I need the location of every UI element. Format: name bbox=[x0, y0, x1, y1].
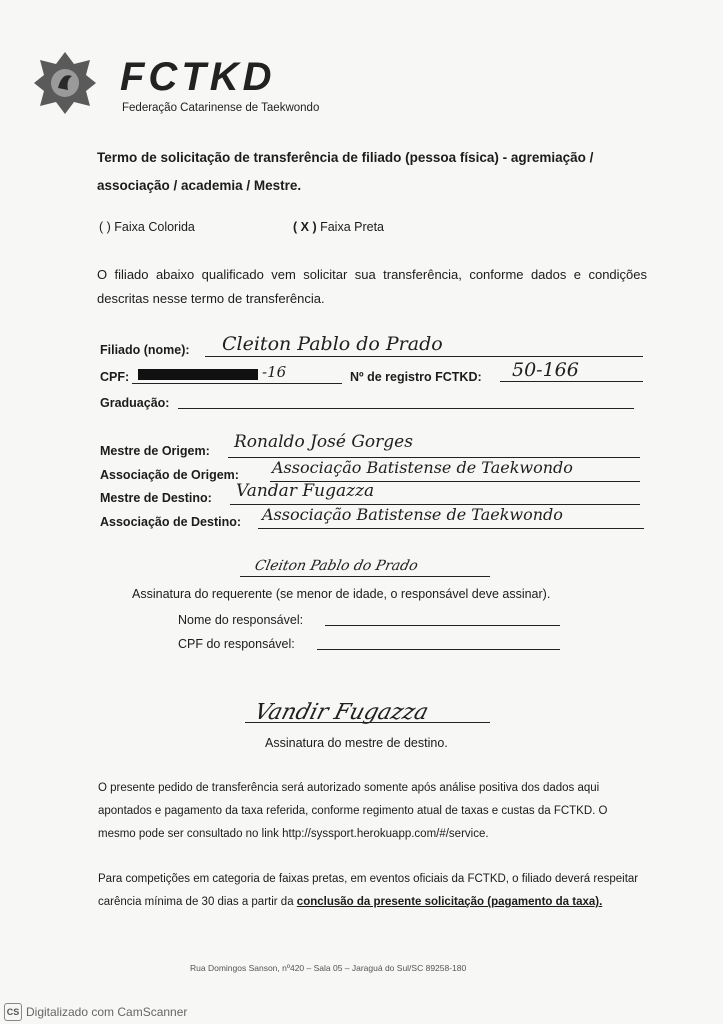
option-faixa-preta bbox=[293, 220, 384, 234]
camscanner-icon: CS bbox=[4, 1003, 22, 1021]
registro-line bbox=[500, 381, 643, 382]
mestre-origem-value: Ronaldo José Gorges bbox=[234, 432, 413, 452]
mestre-destino-value: Vandar Fugazza bbox=[236, 481, 375, 501]
fctkd-logo-icon bbox=[32, 50, 98, 116]
cpf-redaction bbox=[138, 369, 258, 380]
cpf-line bbox=[132, 383, 342, 384]
assoc-destino-line bbox=[258, 528, 644, 529]
checkbox-mark: ( X ) bbox=[293, 220, 317, 234]
requerente-caption: Assinatura do requerente (se menor de idade, o responsável deve assinar). bbox=[132, 587, 551, 601]
footer-paragraph-2-underlined: conclusão da presente solicitação (pagamento da taxa). bbox=[296, 896, 603, 908]
assoc-origem-value: Associação Batistense de Taekwondo bbox=[272, 458, 573, 477]
footer-paragraph-1: O presente pedido de transferência será autorizado somente após análise positiva dos dados aqui apontados e pagamento da taxa referida, conforme regimento atual de taxas e custas da FCTKD. O mesmo pode ser consultado no link http://syssport.herokuapp.com/#/service. bbox=[98, 782, 608, 840]
registro-label: Nº de registro FCTKD: bbox=[350, 370, 482, 384]
brand-subtitle: Federação Catarinense de Taekwondo bbox=[122, 102, 320, 114]
responsavel-cpf-label: CPF do responsável: bbox=[178, 637, 295, 651]
footer-paragraph-2-text: Para competições em categoria de faixas pretas, em eventos oficiais da FCTKD, o filiado deverá respeitar carência mínima de 30 dias a partir da bbox=[98, 873, 639, 908]
responsavel-cpf-line bbox=[317, 649, 560, 650]
registro-value: 50-166 bbox=[512, 359, 579, 381]
option-faixa-colorida bbox=[99, 220, 195, 234]
cpf-value: -16 bbox=[262, 363, 287, 381]
mestre-destino-label: Mestre de Destino: bbox=[100, 491, 212, 505]
cpf-label: CPF: bbox=[100, 370, 130, 384]
mestre-signature: Vandir Fugazza bbox=[251, 700, 432, 725]
option-label: Faixa Colorida bbox=[114, 220, 195, 234]
brand-name: FCTKD bbox=[120, 55, 276, 99]
scanner-watermark bbox=[4, 1003, 187, 1021]
footer-address: Rua Domingos Sanson, nº420 – Sala 05 – Jaraguá do Sul/SC 89258-180 bbox=[190, 963, 467, 973]
graduacao-line bbox=[178, 408, 634, 409]
mestre-origem-label: Mestre de Origem: bbox=[100, 444, 210, 458]
assoc-destino-label: Associação de Destino: bbox=[100, 515, 242, 529]
filiado-label: Filiado (nome): bbox=[100, 343, 190, 357]
footer-paragraph-2 bbox=[98, 868, 643, 914]
mestre-signature-line bbox=[245, 722, 490, 723]
mestre-caption: Assinatura do mestre de destino. bbox=[265, 736, 448, 750]
filiado-line bbox=[205, 356, 643, 357]
assoc-origem-label: Associação de Origem: bbox=[100, 468, 239, 482]
requerente-signature-line bbox=[240, 576, 490, 577]
document-title: Termo de solicitação de transferência de filiado (pessoa física) - agremiação / associação / academia / Mestre. bbox=[97, 150, 594, 193]
option-label: Faixa Preta bbox=[320, 220, 385, 234]
intro-paragraph: O filiado abaixo qualificado vem solicitar sua transferência, conforme dados e condições descritas nesse termo de transferência. bbox=[97, 267, 647, 306]
assoc-destino-value: Associação Batistense de Taekwondo bbox=[262, 505, 563, 524]
graduacao-label: Graduação: bbox=[100, 396, 170, 410]
requerente-signature: Cleiton Pablo do Prado bbox=[253, 558, 420, 574]
responsavel-nome-label: Nome do responsável: bbox=[178, 613, 304, 627]
checkbox-mark: ( ) bbox=[99, 220, 111, 234]
filiado-value: Cleiton Pablo do Prado bbox=[222, 333, 443, 355]
scanner-label: Digitalizado com CamScanner bbox=[26, 1005, 188, 1019]
responsavel-nome-line bbox=[325, 625, 560, 626]
